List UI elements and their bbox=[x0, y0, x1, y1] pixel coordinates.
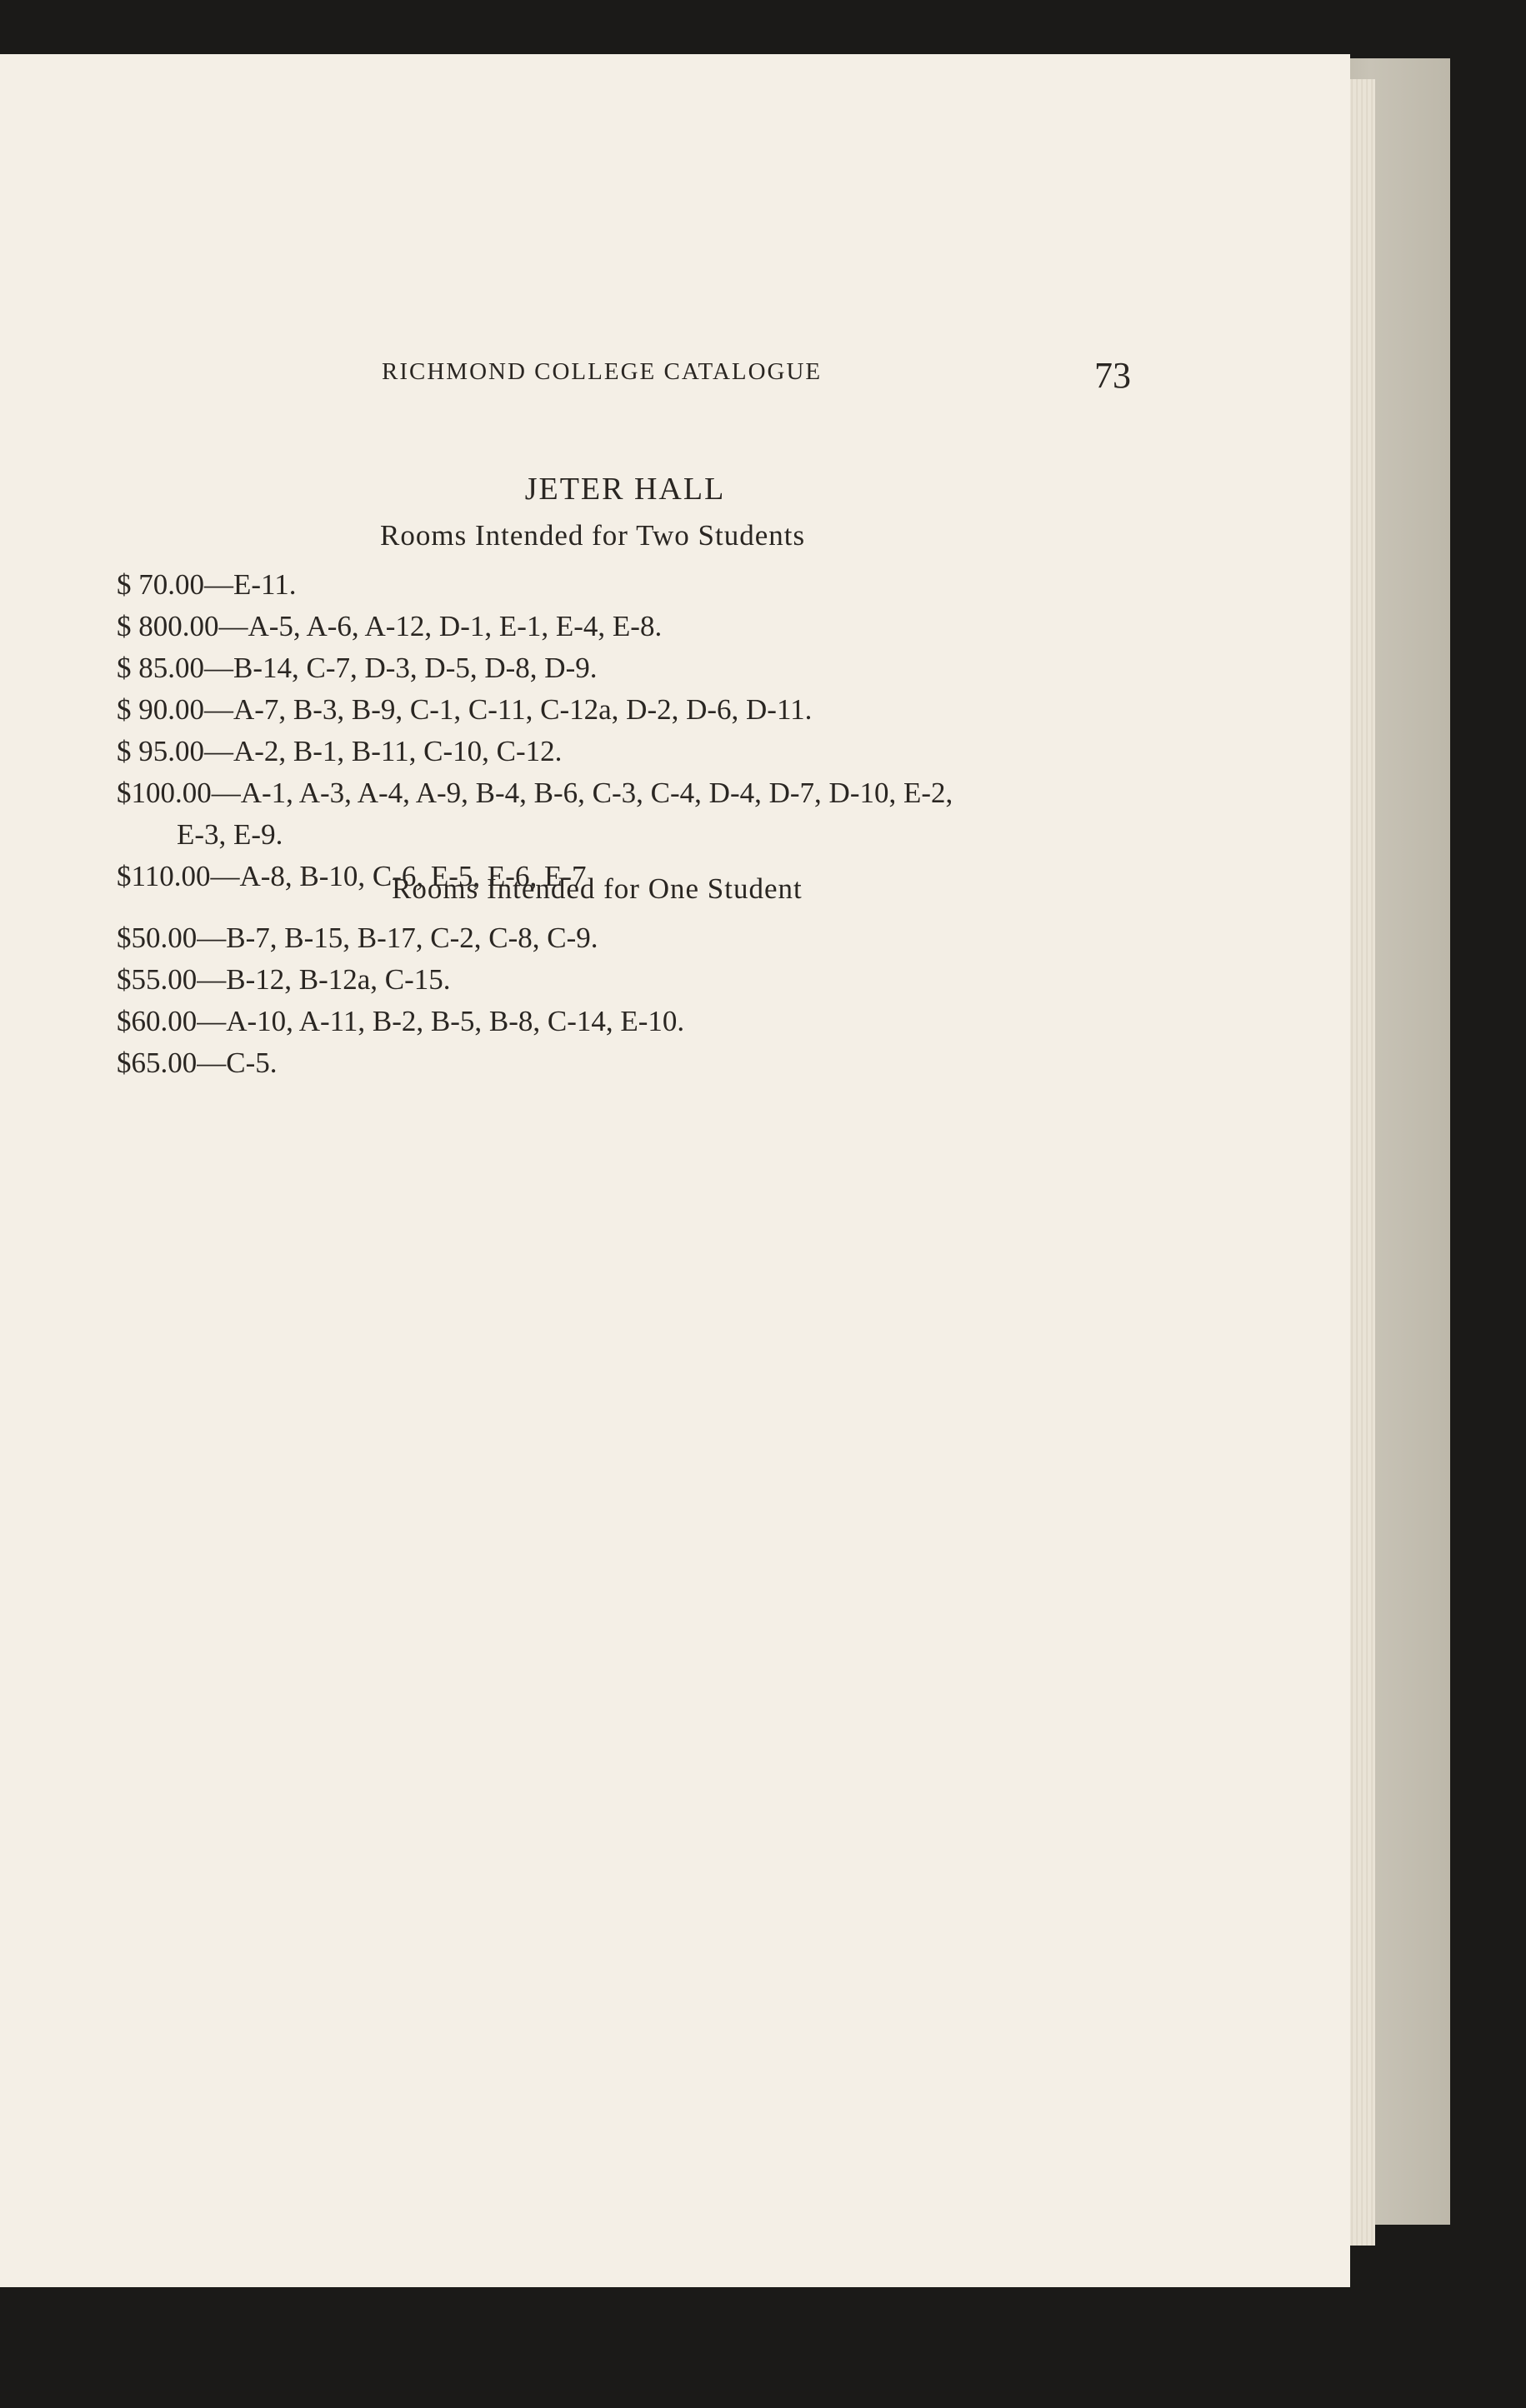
list-item: $65.00—C-5. bbox=[117, 1047, 278, 1079]
one-student-rooms-heading: Rooms Intended for One Student bbox=[392, 872, 803, 905]
list-item: $50.00—B-7, B-15, B-17, C-2, C-8, C-9. bbox=[117, 922, 598, 954]
list-item: $ 90.00—A-7, B-3, B-9, C-1, C-11, C-12a, D-2, D-6, D-11. bbox=[117, 693, 813, 726]
list-item: $60.00—A-10, A-11, B-2, B-5, B-8, C-14, E-10. bbox=[117, 1005, 685, 1037]
list-item-continuation: E-3, E-9. bbox=[177, 818, 283, 851]
page-number: 73 bbox=[1094, 355, 1131, 396]
list-item: $ 800.00—A-5, A-6, A-12, D-1, E-1, E-4, E-8. bbox=[117, 610, 663, 642]
list-item: $100.00—A-1, A-3, A-4, A-9, B-4, B-6, C-3, C-4, D-4, D-7, D-10, E-2, bbox=[117, 777, 953, 809]
section-title: JETER HALL bbox=[524, 472, 726, 507]
list-item: $ 85.00—B-14, C-7, D-3, D-5, D-8, D-9. bbox=[117, 652, 598, 684]
two-student-rooms-heading: Rooms Intended for Two Students bbox=[380, 519, 806, 552]
list-item: $ 70.00—E-11. bbox=[117, 568, 297, 601]
two-student-rooms-list bbox=[117, 564, 1167, 897]
one-student-rooms-list bbox=[117, 917, 1167, 1084]
list-item: $55.00—B-12, B-12a, C-15. bbox=[117, 963, 451, 996]
running-title: RICHMOND COLLEGE CATALOGUE bbox=[382, 358, 823, 385]
list-item: $ 95.00—A-2, B-1, B-11, C-10, C-12. bbox=[117, 735, 563, 767]
list-item: $110.00—A-8, B-10, C-6, E-5, E-6, E-7 bbox=[117, 860, 587, 892]
catalogue-page bbox=[0, 54, 1350, 2287]
